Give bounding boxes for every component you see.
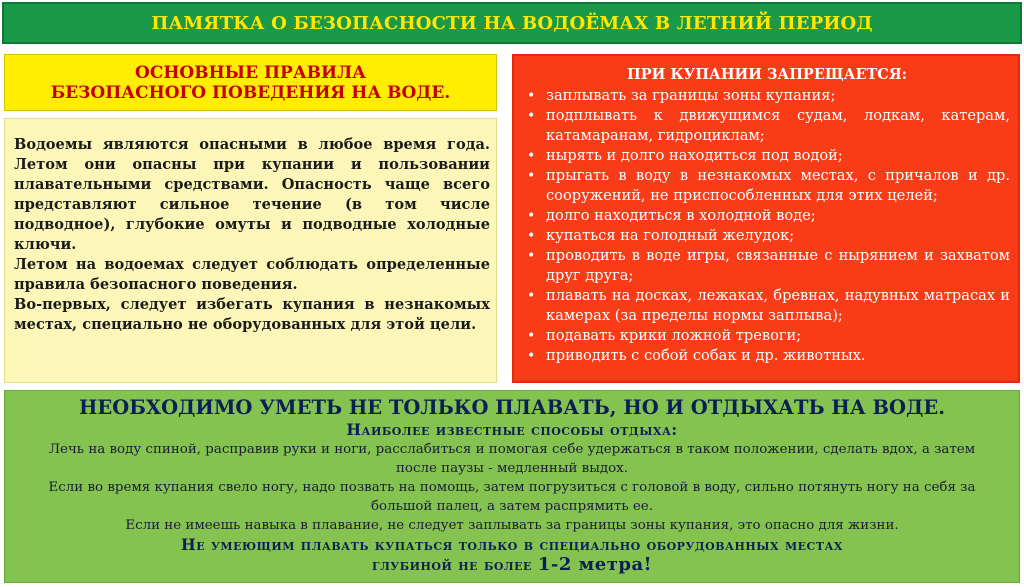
forbidden-item: • подплывать к движущимся судам, лодкам, катерам, катамаранам, гидроциклам;: [524, 106, 1010, 146]
forbidden-item: • плавать на досках, лежаках, бревнах, надувных матрасах и камерах (за пределы нормы заплыва);: [524, 286, 1010, 326]
rest-paragraph-2-line-1: Если во время купания свело ногу, надо позвать на помощь, затем погрузиться с головой в воду, сильно потянуть ногу на себя за: [48, 480, 976, 495]
rest-subheading: Наиболее известные способы отдыха:: [346, 420, 678, 439]
rules-text-box: [4, 118, 497, 383]
forbidden-box: [512, 54, 1020, 383]
rest-on-water-box: [4, 390, 1020, 583]
rest-heading: НЕОБХОДИМО УМЕТЬ НЕ ТОЛЬКО ПЛАВАТЬ, НО И ОТДЫХАТЬ НА ВОДЕ.: [79, 396, 945, 419]
rest-paragraph-3: Если не имеешь навыка в плавание, не следует заплывать за границы зоны купания, это опасно для жизни.: [125, 518, 899, 533]
rest-paragraph-2-line-2: большой палец, а затем распрямить ее.: [370, 499, 653, 514]
page-title: ПАМЯТКА О БЕЗОПАСНОСТИ НА ВОДОЁМАХ В ЛЕТНИЙ ПЕРИОД: [151, 12, 873, 34]
rest-paragraph-1-line-1: Лечь на воду спиной, расправив руки и ноги, расслабиться и помогая себе удержаться в таком положении, сделать вдох, а затем: [48, 442, 976, 457]
title-banner: [2, 2, 1022, 44]
warning-line-1: Не умеющим плавать купаться только в специально оборудованных местах: [181, 535, 843, 554]
rules-heading-line2: БЕЗОПАСНОГО ПОВЕДЕНИЯ НА ВОДЕ.: [50, 83, 451, 103]
forbidden-item: • проводить в воде игры, связанные с нырянием и захватом друг друга;: [524, 246, 1010, 286]
rules-heading-box: [4, 54, 497, 111]
warning-line-2: [5, 555, 1019, 575]
forbidden-item: • прыгать в воду в незнакомых местах, с причалов и др. сооружений, не приспособленных для этих целей;: [524, 166, 1010, 206]
warning-depth: 1-2 метра!: [537, 554, 653, 575]
rules-paragraph: Летом на водоемах следует соблюдать определенные правила безопасного поведения.: [14, 256, 490, 293]
warning-text: глубиной не более: [371, 555, 538, 574]
forbidden-list: [524, 86, 1010, 366]
forbidden-item: • долго находиться в холодной воде;: [524, 206, 1010, 226]
forbidden-item: • приводить с собой собак и др. животных.: [524, 346, 1010, 366]
rest-paragraph-1-line-2: после паузы - медленный выдох.: [396, 461, 628, 476]
rules-paragraph: Во-первых, следует избегать купания в незнакомых местах, специально не оборудованных для этой цели.: [14, 296, 490, 333]
rules-heading-line1: ОСНОВНЫЕ ПРАВИЛА: [135, 63, 366, 83]
forbidden-item: • подавать крики ложной тревоги;: [524, 326, 1010, 346]
forbidden-title: ПРИ КУПАНИИ ЗАПРЕЩАЕТСЯ:: [627, 66, 907, 83]
forbidden-item: • нырять и долго находиться под водой;: [524, 146, 1010, 166]
forbidden-item: • заплывать за границы зоны купания;: [524, 86, 1010, 106]
rules-paragraph: Водоемы являются опасными в любое время года. Летом они опасны при купании и пользовании плавательными средствами. Опасность чаще всего представляют сильное течение (в том числе подводное), глубокие омуты и подводные холодные ключи.: [14, 136, 490, 253]
forbidden-item: • купаться на голодный желудок;: [524, 226, 1010, 246]
